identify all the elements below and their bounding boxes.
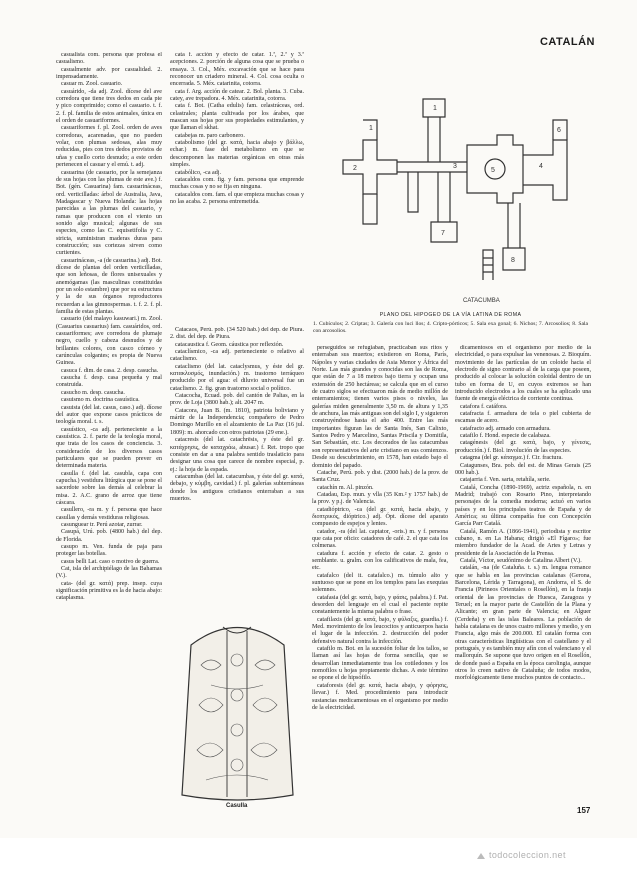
dictionary-entry: cataclísmico, -ca adj. perteneciente o relativo al cataclismo. xyxy=(170,349,304,363)
dictionary-entry: catagénesis (del gr. κατά, bajo, y γένεσις, producción.) f. Biol. involución de las especies. xyxy=(455,440,591,454)
dictionary-entry: casuista (del lat. casus, caso.) adj. dícese del autor que expone casos prácticos de teología moral. t. s. xyxy=(56,404,162,426)
svg-text:8: 8 xyxy=(511,257,515,264)
dictionary-entry: Catalá, Concha (1890-1969), actriz española, n. en Madrid; trabajó con Rosario Pino, interpretando personajes de la comedia moderna; actuó en varios países y en los principales teatros de España y de América; su última compañía fue con Concepción García Parr Catalá. xyxy=(455,484,591,528)
svg-text:5: 5 xyxy=(491,167,495,174)
dictionary-entry: Catalá, Víctor, seudónimo de Catalina Albert (V.). xyxy=(460,557,582,564)
dictionary-entry: catabólico, -ca adj. xyxy=(175,169,222,176)
dictionary-entry: catafasia (del gr. κατά, bajo, y φάσις, palabra.) f. Pat. desorden del lenguaje en el cual el paciente repite constantemente la misma palabra o frase. xyxy=(312,594,448,616)
plan-caption: PLANO DEL HIPOGEO DE LA VÍA LATINA DE ROMA xyxy=(379,312,522,318)
dictionary-entry: Catagunses, Bra. pob. del est. de Minas Gerais (25 000 hab.). xyxy=(455,462,591,476)
watermark: todocoleccion.net xyxy=(489,850,566,860)
column-2-lower xyxy=(170,327,304,602)
dictionary-entry: casuismo m. doctrina casuística. xyxy=(61,397,140,404)
casulla-caption: Casulla xyxy=(226,803,248,809)
dictionary-entry: catafilaxis (del gr. κατά, bajo, y φύλαξις, guardia.) f. Med. movimiento de los leucocitos y anticuerpos hacia el lugar de la infección. 2. destrucción del poder defensivo natural contra la infección. xyxy=(312,616,448,645)
dictionary-entry: casuar m. Zool. casuario. xyxy=(61,81,123,88)
dictionary-entry: casus belli Lat. caso o motivo de guerra. xyxy=(61,558,160,565)
dictionary-entry: casuárido, -da adj. Zool. dícese del ave corredora que tiene tres dedos en cada pie y pico comprimido; como el casuario. t. f. 2. f. pl. familia de estos animales, única en el orden de casuariformes. xyxy=(56,88,162,125)
dictionary-entry: casulla f. (del lat. casubla, capa con capucha.) vestidura litúrgica que se pone el sacerdote sobre las demás al celebrar la misa. 2. A.C. grano de arroz que tiene cáscara. xyxy=(56,470,162,506)
dictionary-entry: catacresis (del lat. catachrēsis, y éste del gr. κατάχρησις, de καταχράω, abusar.) f. Ret. tropo que consiste en dar a una palabra sentido traslaticio para designar una cosa que carece de nombre especial, p. ej.: la hoja de la espada. xyxy=(170,437,304,473)
dictionary-entry: catafalco (del it. catafalco.) m. túmulo alto y suntuoso que se pone en los templos para las exequias solemnes. xyxy=(312,572,448,594)
dictionary-entry: Catacocha, Ecuad. pob. del cantón de Paltas, en la prov. de Loja (3800 hab.); alt. 2047 m. xyxy=(170,393,304,407)
dictionary-entry: catalán, -na (de Cataluña. t. s.) m. lengua romance que se habla en las provincias catalanas (Gerona, Barcelona, Lérida y Tarragona), en Andorra, el S. de Francia (Pirineos Orientales o Rosellón), en la franja oriental de las provincias de Huesca, Zaragoza y Teruel; en la mayor parte de Castellón de la Plana y Alicante; en gran parte de Valencia; en Alguer (Cerdeña) y en las islas Baleares. La población de habla catalana es de unos cuatro millones y medio, y en Francia, algo más de 200.000. El catalán forma con otras características lingüísticas con el castellano y el portugués, y es también muy afín con el valenciano y el mallorquín. Se supone que tuvo origen en el Rosellón, de donde pasó a España en la época carolingia, aunque otros lo creen nativo de Cataluña; de todos modos, morfológicamente tiene muchos puntos de contacto... xyxy=(455,565,591,682)
dictionary-entry: catacumbas (del lat. catacumbas, y éste del gr. κατά, debajo, y κύμβη, cavidad.) f. pl. galerías subterráneas donde los antiguos cristianos enterraban a sus muertos. xyxy=(170,473,304,502)
dictionary-entry: catafracto adj. armado con armadura. xyxy=(460,425,551,432)
dictionary-entry: perseguidos se refugiaban, practicaban sus ritos y enterraban sus muertos; existieron en Roma, París, Nápoles y varias ciudades de Asia Menor y África del Norte. Las más grandes y conocidas son las de Roma, que están de 7 a 18 metros bajo tierra y ocupan una extensión de 250 hectáreas; se calcula que en el curso de cuatro siglos se efectuaron más de medio millón de enterramientos; tienen varios pisos o niveles, las galerías miden generalmente 3,50 m. de altura y 1,35 de anchura, las más antiguas son del siglo I, y siguieron construyéndose hasta el año 400. Entre las más importantes figuran las de Santa Inés, San Calixto, Santos Pedro y Marcelino, Santas Priscila y Domitila, San Sebastián, etc. Los decorados de las catacumbas son representativos del arte cristiano en sus comienzos. Desde su descubrimiento, en 1578, han estado bajo el dominio del papado. xyxy=(312,345,448,469)
dictionary-entry: dicamentosos en el organismo por medio de la electricidad, o para expulsar las venenosas. 2. Bioquím. movimiento de las partículas de un coloide hacia el electrodo de signo contrario al de la carga que poseen, producido al colocar la solución coloidal dentro de un tubo en forma de U, en cuyos extremos se han introducido electrodos a los cuales se ha aplicado una fuente de energía eléctrica de corriente continua. xyxy=(455,345,591,403)
dictionary-entry: casualmente adv. por casualidad. 2. impensadamente. xyxy=(56,66,162,81)
column-4 xyxy=(455,345,591,815)
dictionary-entry: casupo m. Ven. funda de paja para proteger las botellas. xyxy=(56,544,162,558)
dictionary-entry: catadura f. acción y efecto de catar. 2. gesto o semblante. u. gralm. con los calificativos de mala, fea, etc. xyxy=(312,550,448,572)
dictionary-entry: catajarria f. Ven. sarta, retahíla, serie. xyxy=(460,477,551,484)
dictionary-entry: casucho m. desp. casucha. xyxy=(61,389,125,396)
svg-text:1: 1 xyxy=(369,125,373,132)
dictionary-entry: casuario (del malayo kasuwari.) m. Zool. (Casuarius casuarius) fam. casuáridos, ord. casuariformes; ave corredora de plumaje negro, cuello y cabeza desnudos y de brillantes colores, con casco córneo y carúnculas colgantes; es propia de Nueva Guinea. xyxy=(56,316,162,367)
dictionary-entry: casualista com. persona que profesa el casualismo. xyxy=(56,52,162,66)
dictionary-entry: cata f. acción y efecto de catar. 1.ª, 2.ª y 3.ª acepciones. 2. porción de alguna cosa que se prueba o ensaya. 3. Col., Méx. excavación que se hace para reconocer un criadero mineral. 4. Col. cosa oculta o encerrada. 5. Méx. catarinita, cotorra. xyxy=(170,52,304,88)
dictionary-entry: cata f. Arg. acción de catear. 2. Bol. planta. 3. Cuba. catey, ave trepadora. 4. Méx. catarinita, cotorra. xyxy=(170,88,304,103)
column-1 xyxy=(56,52,162,817)
dictionary-entry: Catadau, Esp. mun. y vlla (35 Km.² y 1757 hab.) de la prov. y p.j. de Valencia. xyxy=(312,491,448,506)
column-3 xyxy=(312,345,448,815)
dictionary-entry: casunguear tr. Perú azotar, zurrar. xyxy=(61,522,143,528)
dictionary-entry: catafilo m. Bot. en la sucesión foliar de los tallos, se llaman así las hojas de forma sencilla, que se desarrollan inmediatamente tras los cotiledones y los nomofilos u hojas propiamente dichas. A este término se opone el de hipsófilo. xyxy=(312,646,448,682)
dictionary-entry: catachín m. Al. pinzón. xyxy=(317,484,374,491)
svg-text:6: 6 xyxy=(557,127,561,134)
dictionary-entry: Catalá, Ramón A. (1866-1941), periodista y escritor cubano, n. en La Habana; dirigió «El Fígaro»; fue miembro fundador de la Acad. de Artes y Letras y presidente de la Asociación de la Prensa. xyxy=(455,528,591,557)
dictionary-entry: casuístico, -ca adj. perteneciente a la casuística. 2. f. parte de la teología moral, que trata de los casos de conciencia. 3. consideración de los diversos casos particulares que se pueden prever en determinada materia. xyxy=(56,426,162,470)
svg-text:7: 7 xyxy=(441,230,445,237)
catacomb-plan-illustration xyxy=(313,50,588,310)
column-2 xyxy=(170,52,304,322)
dictionary-entry: catafracta f. armadura de tela o piel cubierta de escamas de acero. xyxy=(455,411,591,425)
svg-text:3: 3 xyxy=(453,163,457,170)
plan-label: CATACUMBA xyxy=(463,298,500,304)
dictionary-entry: casuca f. dim. de casa. 2. desp. casucha. xyxy=(61,367,159,374)
dictionary-entry: catabejas m. paro carbonero. xyxy=(175,132,245,139)
dictionary-entry: casullero, -ra m. y f. persona que hace casullas y demás vestiduras religiosas. xyxy=(56,507,162,521)
dictionary-entry: catadióptrico, -ca (del gr. κατά, hacia abajo, y διοπτρικός, dióptrico.) adj. Ópt. dícese del aparato compuesto de espejos y lentes. xyxy=(312,506,448,528)
svg-text:2: 2 xyxy=(353,165,357,172)
section-header: CATALÁN xyxy=(539,36,595,48)
dictionary-entry: casuariformes f. pl. Zool. orden de aves corredoras, acarenadas, que no pueden volar, con plumas sedosas, alas muy reducidas, pies con tres dedos provistos de uñas y cuello corto desnudo; a este orden pertenecen el casuar y el emú. t. adj. xyxy=(56,125,162,169)
plan-legend: 1. Cubículos; 2. Criptas; 3. Galería con luci llos; 4. Cripto-pórticos; 5. Sala exa gonal; 6. Nichos; 7. Arcosolios; 8. Sala con arcosolios. xyxy=(313,321,588,334)
dictionary-entry: Catache, Perú. pob. y dist. (2000 hab.) de la prov. de Santa Cruz. xyxy=(312,469,448,484)
dictionary-entry: catafora f. catáfora. xyxy=(460,403,508,410)
dictionary-entry: cataclismo (del lat. cataclysmus, y éste del gr. κατακλυσμός, inundación.) m. trastorno terráqueo producido por el agua: el diluvio universal fue un cataclismo. 2. fig. gran trastorno social o político. xyxy=(170,363,304,392)
watermark-logo-icon xyxy=(476,852,486,860)
dictionary-entry: catagma (del gr. κάταγμα.) f. Cir. fractura. xyxy=(460,455,563,462)
dictionary-entry: catacaldos com. fig. y fam. persona que emprende muchas cosas y no se fija en ninguna. xyxy=(170,176,304,191)
dictionary-entry: Cat, isla del archipiélago de las Bahamas (V.). xyxy=(56,566,162,580)
dictionary-entry: casuarináceas, -a (de casuarina.) adj. Bot. dícese de plantas del orden verticilladas, que son leñosas, de flores unisexuales y anemógamas (las masculinas constituidas por un solo estambre) que por su estructura y la de sus órganos reproductores recuerdan a las gimnospermas. t. f. 2. f. pl. familia de estas plantas. xyxy=(56,257,162,316)
dictionary-entry: catabolismo (del gr. κατά, hacia abajo y βάλλω, echar.) m. fase del metabolismo en que se descomponen las materias orgánicas en otras más simples. xyxy=(170,140,304,169)
dictionary-entry: catador, -ra (del lat. captator, -oris.) m. y f. persona que cata por oficio: catadores de café. 2. el que cata los colmenas. xyxy=(312,528,448,550)
dictionary-entry: catacaustica f. Geom. cáustica por reflexión. xyxy=(175,341,284,348)
svg-text:4: 4 xyxy=(539,163,543,170)
dictionary-entry: cata- (del gr. κατά) prep. insep. cuya significación primitiva es la de hacia abajo: cataplasma. xyxy=(56,580,162,602)
dictionary-entry: Casupá, Urú. pob. (4800 hab.) del dep. de Florida. xyxy=(56,529,162,543)
dictionary-entry: casucha f. desp. casa pequeña y mal construida. xyxy=(56,375,162,389)
dictionary-entry: catacaldos com. fam. el que empieza muchas cosas y no las acaba. 2. persona entremetida. xyxy=(170,191,304,205)
page-number: 157 xyxy=(577,806,591,815)
dictionary-entry: casuarina (de casuario, por la semejanza de sus hojas con las plumas de este ave.) f. Bot. (gén. Casuarina) fam. casuarináceas, ord. verticilladas: árbol de Australia, Java, Madagascar y Nueva Holanda: las hojas parecidas a las plumas del casuario, y ramas que producen con el viento un sonido algo musical; algunas de sus especies, como las C. equisetifolia y C. stricta, suministran maderas duras para construcción; sus cortezas sirven como curtientes. xyxy=(56,169,162,257)
dictionary-entry: Catacora, Juan B. (m. 1810), patriota boliviano y mártir de la Independencia; compañero de Pedro Domingo Murillo en el alzamiento de La Paz (16 jul. 1809): m. ahorcado con otros patriotas (29 ene.). xyxy=(170,407,304,436)
dictionary-entry: cata f. Bot. (Catha edulis) fam. celastráceas, ord. celastrales; planta cultivada por los árabes, que mascan sus hojas por sus propiedades estimulantes, y que llaman el skhat. xyxy=(170,103,304,132)
casulla-illustration xyxy=(171,605,304,811)
dictionary-entry: Catacaos, Perú. pob. (34 520 hab.) del dep. de Piura. 2. dist. del dep. de Piura. xyxy=(170,327,304,341)
dictionary-entry: catafilo f. Hond. especie de calabaza. xyxy=(460,433,551,440)
dictionary-entry: cataforesis (del gr. κατά, hacia abajo, y φόρησις, llevar.) f. Med. procedimiento para introducir sustancias medicamentosas en el organismo por medio de la electricidad. xyxy=(312,682,448,711)
svg-text:1: 1 xyxy=(433,105,437,112)
